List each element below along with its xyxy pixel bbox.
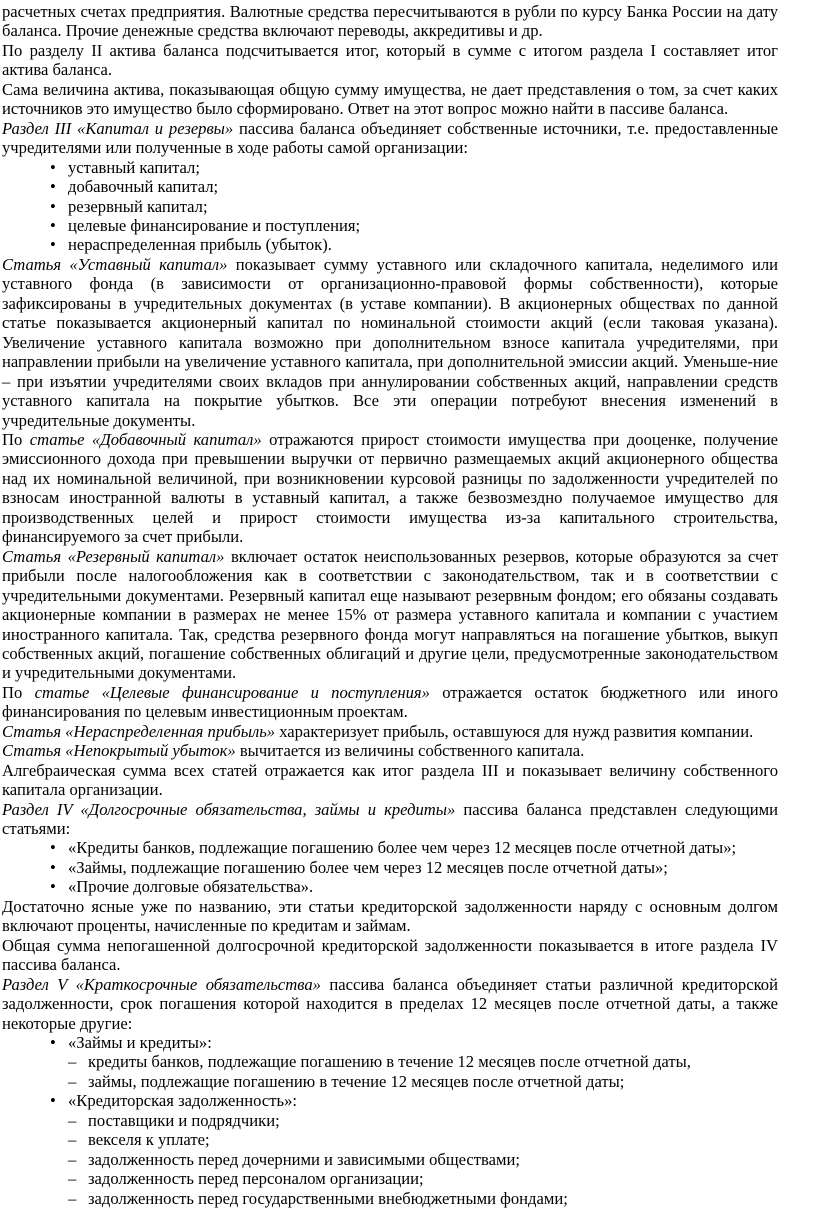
paragraph: Общая сумма непогашенной долгосрочной кредиторской задолженности показывается в итоге раздела IV пассива баланса. <box>2 935 778 975</box>
list-item: • «Кредиты банков, подлежащие погашению более чем через 12 месяцев после отчетной даты»; <box>2 838 778 857</box>
paragraph-text: По <box>2 682 35 702</box>
sublist-item: – кредиты банков, подлежащие погашению в течение 12 месяцев после отчетной даты, <box>2 1052 778 1071</box>
article-heading: Статья «Резервный капитал» <box>2 546 225 566</box>
paragraph-text: отражается остаток бюджетного или иного финансирования по целевым инвестиционным проектам. <box>2 682 779 722</box>
list-item: • «Займы и кредиты»: <box>2 1033 778 1052</box>
list-item: • добавочный капитал; <box>2 177 778 196</box>
paragraph-section-5 <box>2 975 778 1033</box>
article-heading: Статья «Непокрытый убыток» <box>2 741 236 761</box>
section-heading: Раздел III «Капитал и резервы» <box>2 118 234 138</box>
paragraph-additional-capital <box>2 430 778 547</box>
paragraph: Достаточно ясные уже по названию, эти статьи кредиторской задолженности наряду с основным долгом включают проценты, начисленные по кредитам и займам. <box>2 896 778 936</box>
list-item: • уставный капитал; <box>2 158 778 177</box>
short-term-items-list <box>2 1033 778 1052</box>
article-heading: статье «Добавочный капитал» <box>29 429 262 449</box>
paragraph-uncovered-loss <box>2 741 778 760</box>
section-heading: Раздел IV «Долгосрочные обязательства, займы и кредиты» <box>2 799 456 819</box>
paragraph-section-3 <box>2 119 778 158</box>
paragraph-text: пассива баланса объединяет статьи различной кредиторской задолженности, срок погашения которой находится в пределах 12 месяцев после отчетной даты, а также некоторые другие: <box>2 974 778 1033</box>
paragraph-text: По <box>2 429 30 449</box>
paragraph-section-4 <box>2 800 778 839</box>
paragraph-text: вычитается из величины собственного капитала. <box>235 741 585 761</box>
paragraph-authorized-capital <box>2 255 778 430</box>
payables-list <box>2 1091 778 1110</box>
paragraph-text: включает остаток неиспользованных резервов, которые образуются за счет прибыли после налогообложения как в соответствии с законодательством, так и в соответствии с учредительными документами. Резервный капитал еще называют резервным фондом; его обязаны создавать акционерные компании в размерах не менее 15% от размера уставного капитала и компании с участием иностранного капитала. Так, средства резервного фонда могут направляться на погашение убытков, выкуп собственных акций, погашение собственных облигаций и другие цели, предусмотренные законодательством и учредительными документами. <box>2 546 778 683</box>
sublist-item: – задолженность перед персоналом организации; <box>2 1169 778 1188</box>
payables-sublist <box>2 1111 778 1208</box>
article-heading: Статья «Уставный капитал» <box>2 254 228 274</box>
sublist-item: – векселя к уплате; <box>2 1130 778 1149</box>
list-item: • резервный капитал; <box>2 197 778 216</box>
list-item: • «Прочие долговые обязательства». <box>2 877 778 896</box>
paragraph: Алгебраическая сумма всех статей отражается как итог раздела III и показывает величину собственного капитала организации. <box>2 760 778 800</box>
paragraph-text: характеризует прибыль, оставшуюся для нужд развития компании. <box>275 721 754 741</box>
paragraph-reserve-capital <box>2 547 778 683</box>
paragraph-text: показывает сумму уставного или складочного капитала, неделимого или уставного фонда (в зависимости от организационно-правовой формы собственности), которые зафиксированы в учредительных документах (в уставе компании). В акционерных обществах по данной статье показывается акционерный капитал по номинальной стоимости акций (если таковая указана). Увеличение уставного капитала возможно при дополнительном взносе капитала учредителями, при направлении прибыли на увеличение уставного капитала, при дополнительной эмиссии акций. Уменьше-ние – при изъятии учредителями своих вкладов при аннулировании собственных акций, направлении средств уставного капитала на покрытие убытков. Все эти операции потребуют внесения изменений в учредительные документы. <box>2 254 778 430</box>
loans-sublist <box>2 1052 778 1091</box>
paragraph: Сама величина актива, показывающая общую сумму имущества, не дает представления о том, за счет каких источников это имущество было сформировано. Ответ на этот вопрос можно найти в пассиве баланса. <box>2 79 778 119</box>
list-item: • целевые финансирование и поступления; <box>2 216 778 235</box>
sublist-item: – займы, подлежащие погашению в течение 12 месяцев после отчетной даты; <box>2 1072 778 1091</box>
article-heading: Статья «Нераспределенная прибыль» <box>2 721 276 741</box>
sublist-item: – задолженность перед государственными внебюджетными фондами; <box>2 1189 778 1208</box>
sublist-item: – задолженность перед дочерними и зависимыми обществами; <box>2 1150 778 1169</box>
capital-items-list <box>2 158 778 255</box>
paragraph-text: пассива баланса объединяет собственные источники, т.е. предоставленные учредителями или полученные в ходе работы самой организации: <box>2 118 778 158</box>
section-heading: Раздел V «Краткосрочные обязательства» <box>2 974 321 994</box>
paragraph-text: пассива баланса представлен следующими статьями: <box>2 799 778 839</box>
paragraph: расчетных счетах предприятия. Валютные средства пересчитываются в рубли по курсу Банка России на дату баланса. Прочие денежные средства включают переводы, аккредитивы и др. <box>2 2 778 41</box>
article-heading: статье «Целевые финансирование и поступления» <box>34 682 430 702</box>
list-item: • «Кредиторская задолженность»: <box>2 1091 778 1110</box>
list-item: • нераспределенная прибыль (убыток). <box>2 235 778 254</box>
paragraph-target-financing <box>2 683 778 722</box>
list-item: • «Займы, подлежащие погашению более чем через 12 месяцев после отчетной даты»; <box>2 858 778 877</box>
paragraph-retained-earnings <box>2 722 778 741</box>
long-term-items-list <box>2 838 778 896</box>
paragraph: По разделу II актива баланса подсчитывается итог, который в сумме с итогом раздела I составляет итог актива баланса. <box>2 40 778 80</box>
sublist-item: – поставщики и подрядчики; <box>2 1111 778 1130</box>
paragraph-text: отражаются прирост стоимости имущества при дооценке, получение эмиссионного дохода при превышении выручки от первично размещаемых акций акционерного общества над их номинальной величиной, при возникновении курсовой разницы по задолженности учредителей по взносам иностранной валюты в уставный капитал, а также безвозмездно получаемое имущество для производственных целей и прирост стоимости имущества из-за капитального строительства, финансируемого за счет прибыли. <box>2 429 778 547</box>
